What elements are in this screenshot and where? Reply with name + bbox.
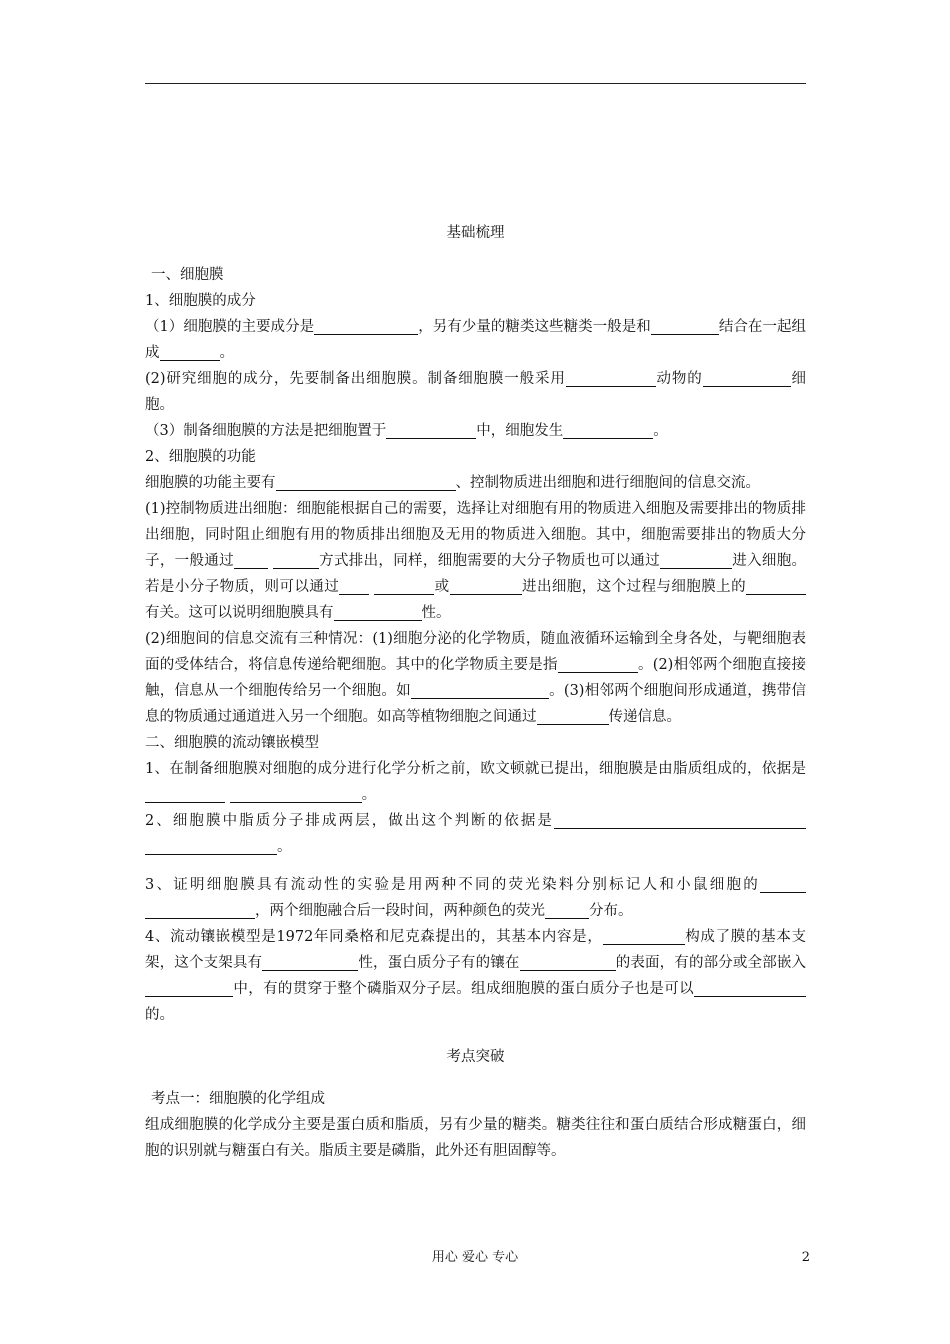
answer-blank[interactable] — [273, 551, 319, 569]
answer-blank[interactable] — [262, 953, 358, 971]
control-transport-paragraph: (1)控制物质进出细胞：细胞能根据自己的需要，选择让对细胞有用的物质进入细胞及需要排出的物质排出细胞，同时阻止细胞有用的物质排出细胞及无用的物质进入细胞。其中，细胞需要排出的物质大分子，一般通过 方式排出，同样，细胞需要的大分子物质也可以通过 进入细胞。若是小分子物质，则可以通过 或 进出细胞，这个过程与细胞膜上的有关。这可以说明细胞膜具有 性。 — [145, 501, 807, 621]
answer-blank[interactable] — [450, 577, 522, 595]
function-summary: 细胞膜的功能主要有 、控制物质进出细胞和进行细胞间的信息交流。 — [145, 475, 760, 491]
answer-blank[interactable] — [276, 473, 456, 491]
answer-blank[interactable] — [145, 901, 255, 919]
answer-blank[interactable] — [339, 577, 369, 595]
page-number: 2 — [801, 1250, 810, 1265]
part2-item-3: 3、证明细胞膜具有流动性的实验是用两种不同的荧光染料分别标记人和小鼠细胞的，两个细胞融合后一段时间，两种颜色的荧光 分布。 — [145, 872, 806, 924]
part1-heading: 一、细胞膜 — [151, 267, 224, 283]
question-2: (2)研究细胞的成分，先要制备出细胞膜。制备细胞膜一般采用 动物的 细胞。 — [145, 371, 806, 413]
answer-blank[interactable] — [566, 369, 656, 387]
answer-blank[interactable] — [386, 421, 476, 439]
part2-item-2: 2、细胞膜中脂质分子排成两层，做出这个判断的依据是。 — [145, 808, 806, 860]
signal-exchange-paragraph: (2)细胞间的信息交流有三种情况：(1)细胞分泌的化学物质，随血液循环运输到全身各处，与靶细胞表面的受体结合，将信息传递给靶细胞。其中的化学物质主要是指 。(2)相邻两个细胞直接接触，信息从一个细胞传给另一个细胞。如 。(3)相邻两个细胞间形成通道，携带信息的物质通过通道进入另一个细胞。如高等植物细胞之间通过 传递信息。 — [145, 631, 807, 725]
answer-blank[interactable] — [603, 927, 685, 945]
answer-blank[interactable] — [234, 551, 268, 569]
part2-item-1: 1、在制备细胞膜对细胞的成分进行化学分析之前，欧文顿就已提出，细胞膜是由脂质组成的，依据是 。 — [145, 761, 806, 803]
answer-blank[interactable] — [558, 655, 638, 673]
section-title-basics: 基础梳理 — [446, 225, 505, 241]
answer-blank[interactable] — [554, 811, 806, 829]
answer-blank[interactable] — [160, 343, 220, 361]
part2-item-4: 4、流动镶嵌模型是1972年同桑格和尼克森提出的，其基本内容是， 构成了膜的基本支架，这个支架具有 性，蛋白质分子有的镶在 的表面，有的部分或全部嵌入中，有的贯穿于整个磷脂双分子层。组成细胞膜的蛋白质分子也是可以的。 — [145, 929, 807, 1023]
section-title-breakthrough: 考点突破 — [446, 1049, 505, 1065]
kaodian-heading: 考点一：细胞膜的化学组成 — [151, 1091, 325, 1107]
answer-blank[interactable] — [760, 875, 806, 893]
header-rule — [145, 83, 806, 84]
question-3: （3）制备细胞膜的方法是把细胞置于 中，细胞发生 。 — [145, 423, 668, 439]
answer-blank[interactable] — [374, 577, 434, 595]
question-1: （1）细胞膜的主要成分是 ，另有少量的糖类这些糖类一般是和 结合在一起组成 。 — [145, 319, 807, 361]
answer-blank[interactable] — [230, 785, 362, 803]
answer-blank[interactable] — [746, 577, 806, 595]
document-body — [145, 220, 806, 1164]
answer-blank[interactable] — [660, 551, 732, 569]
part2-heading: 二、细胞膜的流动镶嵌模型 — [145, 735, 319, 751]
kaodian-body: 组成细胞膜的化学成分主要是蛋白质和脂质，另有少量的糖类。糖类往往和蛋白质结合形成糖蛋白，细胞的识别就与糖蛋白有关。脂质主要是磷脂，此外还有胆固醇等。 — [145, 1117, 806, 1159]
answer-blank[interactable] — [334, 603, 422, 621]
answer-blank[interactable] — [545, 901, 589, 919]
answer-blank[interactable] — [145, 785, 225, 803]
footer-slogan: 用心 爱心 专心 — [431, 1250, 519, 1265]
answer-blank[interactable] — [145, 979, 233, 997]
answer-blank[interactable] — [563, 421, 653, 439]
answer-blank[interactable] — [703, 369, 791, 387]
answer-blank[interactable] — [314, 317, 418, 335]
part1-sub1: 1、细胞膜的成分 — [145, 293, 256, 309]
answer-blank[interactable] — [145, 837, 277, 855]
part1-sub2: 2、细胞膜的功能 — [145, 449, 256, 465]
answer-blank[interactable] — [651, 317, 719, 335]
answer-blank[interactable] — [520, 953, 616, 971]
answer-blank[interactable] — [537, 707, 609, 725]
answer-blank[interactable] — [411, 681, 549, 699]
answer-blank[interactable] — [694, 979, 806, 997]
